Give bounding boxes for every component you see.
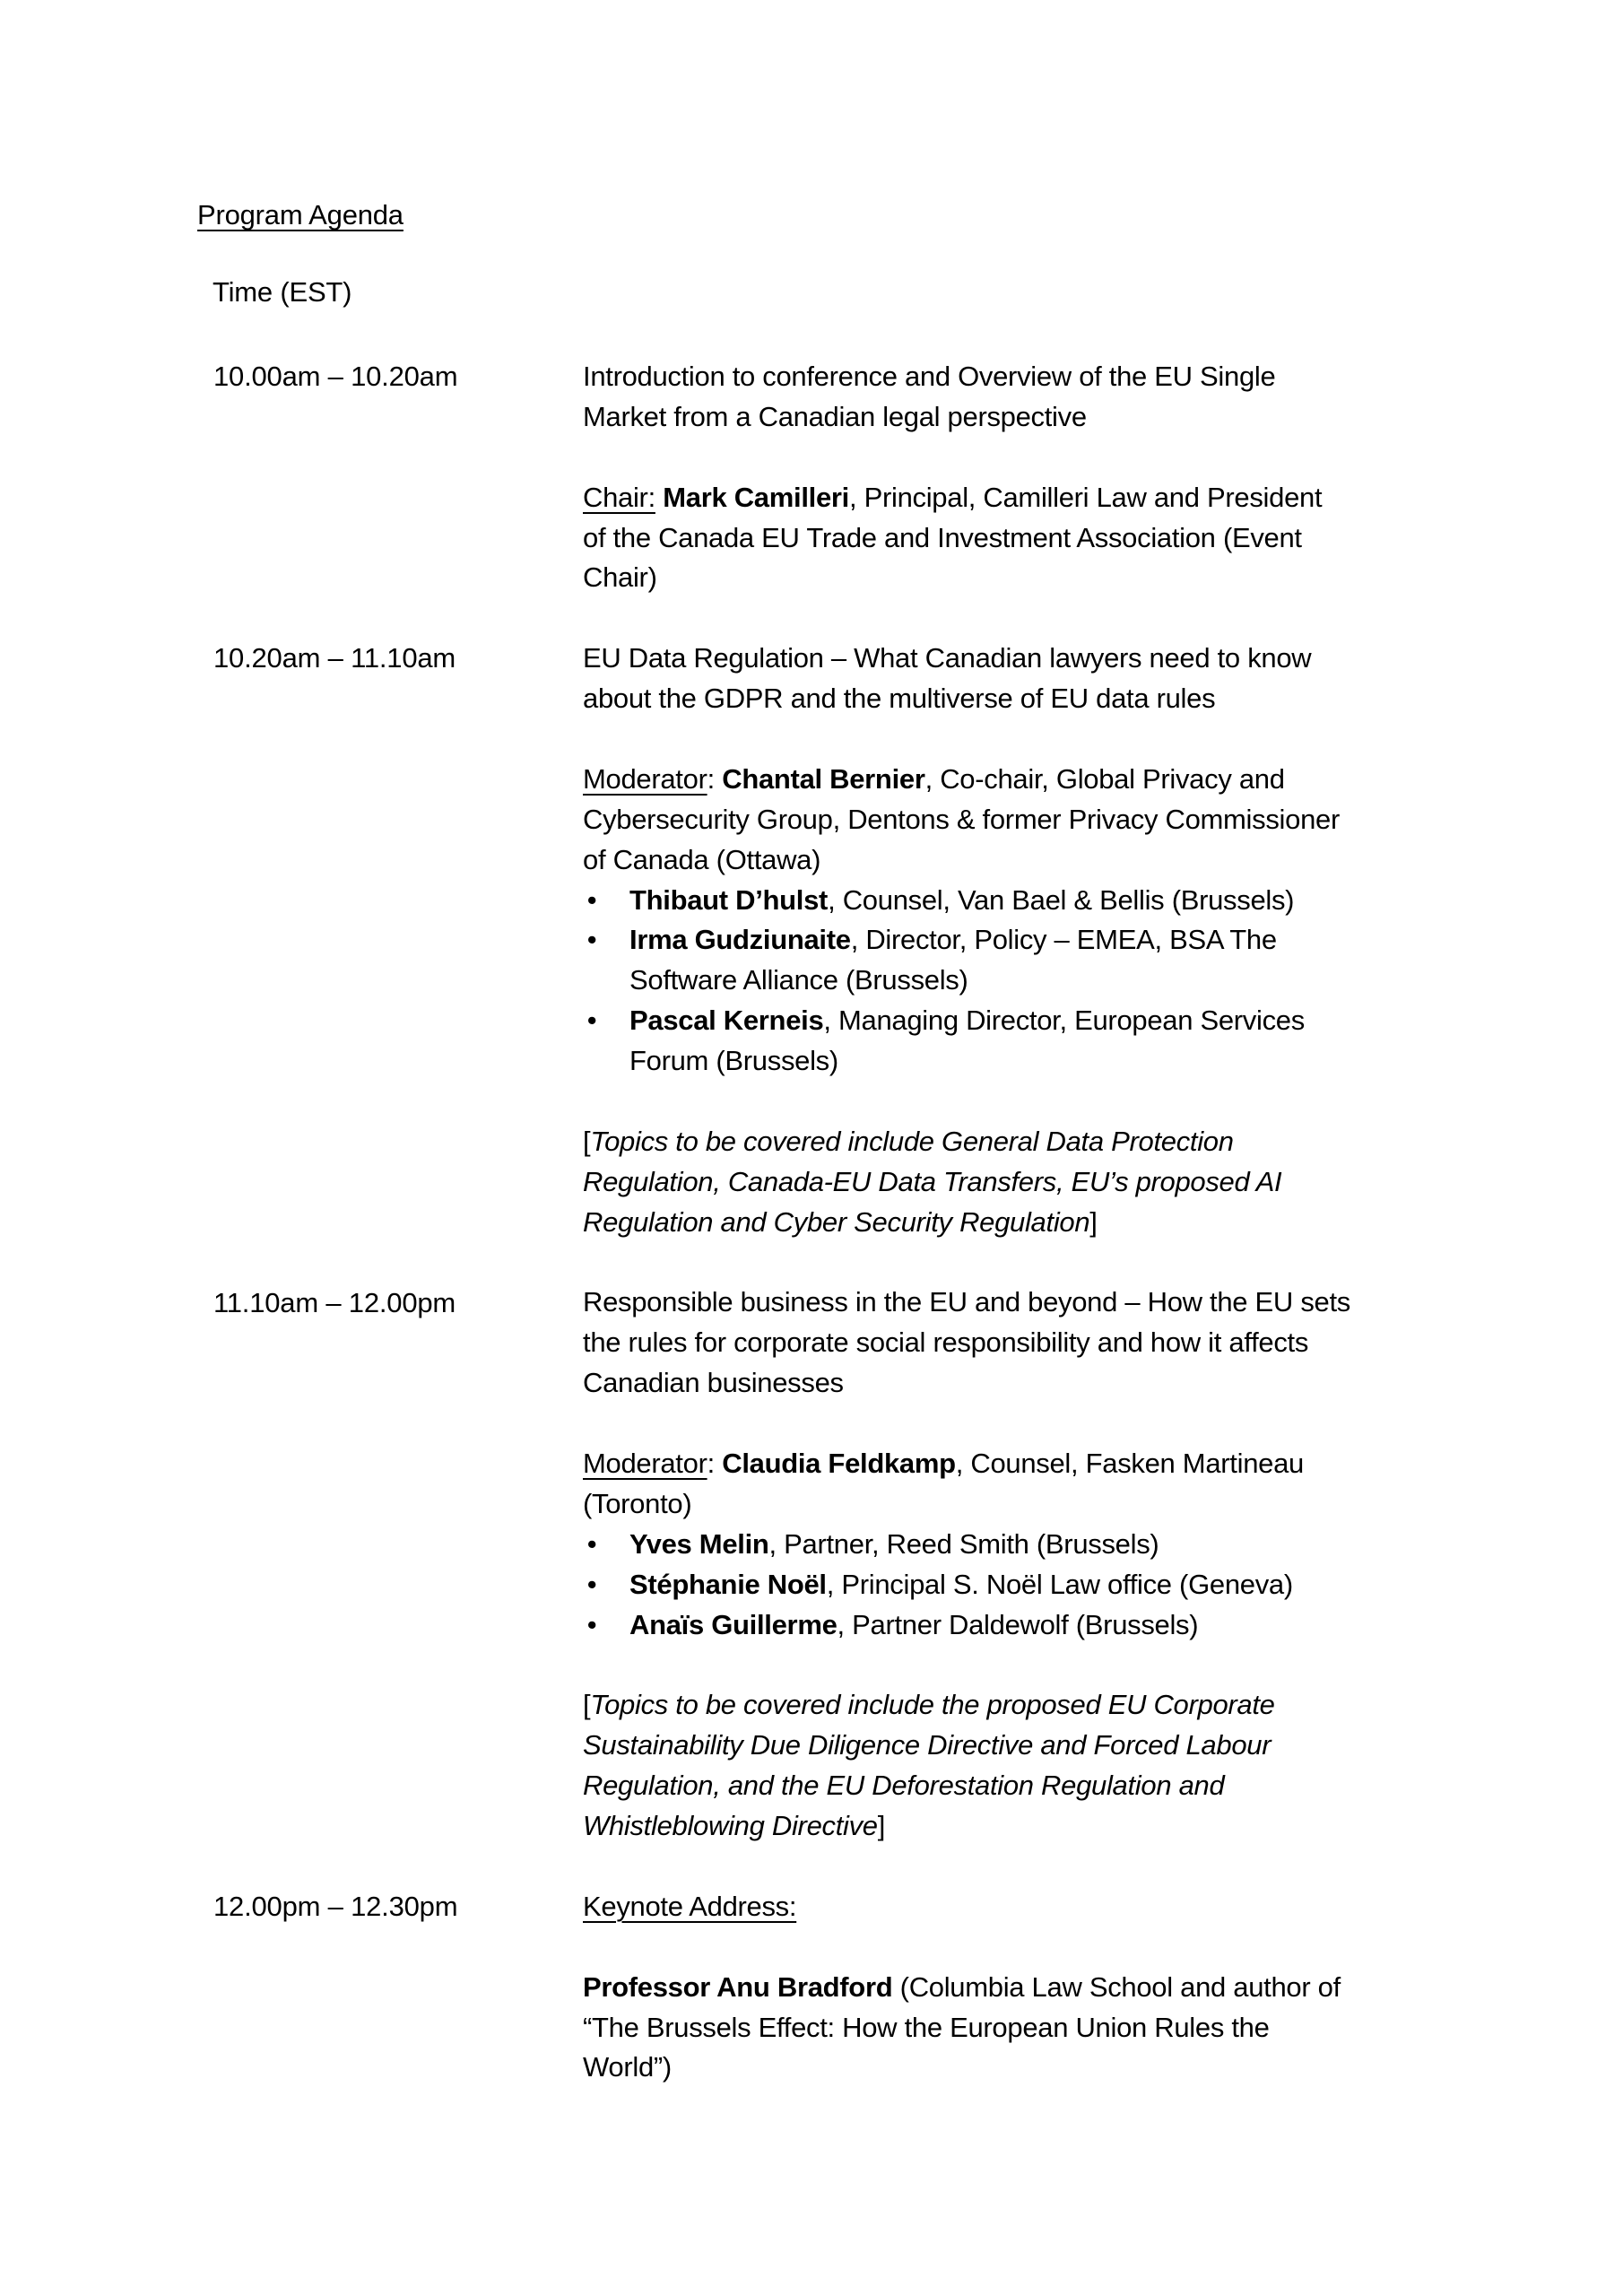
panelist-description: , Partner, Reed Smith (Brussels): [768, 1527, 1159, 1560]
bullet-icon: •: [586, 883, 597, 916]
spacer: [583, 598, 1350, 639]
session-title-line: Responsible business in the EU and beyond – How the EU sets: [583, 1286, 1350, 1318]
spacer: [583, 1927, 1350, 1968]
panelist-description: , Partner Daldewolf (Brussels): [837, 1608, 1199, 1640]
topics-line: [583, 1203, 1350, 1243]
panelist-item: [583, 1001, 1350, 1041]
panelist-item: [583, 1565, 1350, 1605]
keynote-label: Keynote Address:: [583, 1890, 797, 1922]
panelist-description-line: Software Alliance (Brussels): [629, 964, 968, 996]
panelist-item: [583, 881, 1350, 921]
spacer: [583, 1082, 1350, 1122]
moderator-line: [583, 1444, 1350, 1484]
spacer: [583, 1404, 1350, 1444]
session-time: 10.00am – 10.20am: [213, 361, 458, 392]
speaker-description-line: “The Brussels Effect: How the European Union Rules the: [583, 2011, 1270, 2043]
bullet-icon: •: [586, 1608, 597, 1640]
topics-text: Regulation and Cyber Security Regulation: [583, 1205, 1090, 1238]
moderator-name: Chantal Bernier: [722, 762, 925, 795]
time-column-header: Time (EST): [213, 276, 352, 308]
panelist-name: Anaïs Guillerme: [629, 1608, 838, 1640]
topics-line: [583, 1806, 1350, 1847]
bullet-icon: •: [586, 1004, 597, 1037]
topics-text: Topics to be covered include the proposed EU Corporate: [590, 1689, 1275, 1721]
topics-line: [583, 1122, 1350, 1162]
panelist-description-line: Forum (Brussels): [629, 1045, 838, 1077]
moderator-label: Moderator: [583, 762, 707, 795]
moderator-description-line: (Toronto): [583, 1487, 692, 1519]
session-3: [583, 1283, 1350, 1886]
bullet-icon: •: [586, 1568, 597, 1600]
moderator-description-line: Cybersecurity Group, Dentons & former Privacy Commissioner: [583, 803, 1340, 835]
moderator-label: Moderator: [583, 1448, 707, 1480]
chair-line: [583, 478, 1350, 518]
session-4: [583, 1887, 1350, 2088]
moderator-description: , Counsel, Fasken Martineau: [955, 1448, 1304, 1480]
session-title-line: the rules for corporate social responsibility and how it affects: [583, 1326, 1309, 1359]
topics-close-bracket: ]: [877, 1810, 886, 1842]
agenda-content-column: [583, 357, 1350, 2088]
panelist-name: Irma Gudziunaite: [629, 924, 851, 956]
panelist-name: Stéphanie Noël: [629, 1568, 827, 1600]
moderator-colon: :: [707, 1448, 715, 1480]
panelist-description: , Managing Director, European Services: [823, 1004, 1305, 1037]
topics-open-bracket: [: [583, 1689, 591, 1721]
bullet-icon: •: [586, 1527, 597, 1560]
chair-description-line: of the Canada EU Trade and Investment Association (Event: [583, 521, 1302, 553]
moderator-description-line: of Canada (Ottawa): [583, 843, 821, 875]
moderator-description: , Co-chair, Global Privacy and: [924, 762, 1285, 795]
topics-line: Regulation, and the EU Deforestation Regulation and: [583, 1770, 1225, 1802]
speaker-line: [583, 1968, 1350, 2008]
panelist-name: Yves Melin: [629, 1527, 769, 1560]
topics-close-bracket: ]: [1089, 1205, 1098, 1238]
spacer: [583, 719, 1350, 760]
panelist-item: [583, 1525, 1350, 1565]
spacer: [583, 1646, 1350, 1686]
panelist-item: [583, 920, 1350, 961]
panelist-description: , Principal S. Noël Law office (Geneva): [826, 1568, 1293, 1600]
chair-description-line: Chair): [583, 561, 657, 594]
session-title-line: about the GDPR and the multiverse of EU data rules: [583, 683, 1216, 715]
session-title-line: EU Data Regulation – What Canadian lawyers need to know: [583, 642, 1312, 674]
session-1: [583, 357, 1350, 639]
keynote-line: [583, 1887, 1350, 1927]
moderator-name: Claudia Feldkamp: [722, 1448, 956, 1480]
spacer: [583, 1847, 1350, 1887]
session-title-line: Market from a Canadian legal perspective: [583, 400, 1087, 432]
topics-open-bracket: [: [583, 1125, 591, 1157]
panelist-name: Thibaut D’hulst: [629, 883, 829, 916]
session-2: [583, 639, 1350, 1283]
topics-line: [583, 1685, 1350, 1726]
speaker-description: (Columbia Law School and author of: [892, 1970, 1341, 2003]
session-title-line: Introduction to conference and Overview of the EU Single: [583, 361, 1276, 392]
spacer: [583, 438, 1350, 478]
panelist-item: [583, 1605, 1350, 1646]
speaker-name: Professor Anu Bradford: [583, 1970, 893, 2003]
session-time: 10.20am – 11.10am: [213, 642, 456, 674]
spacer: [583, 1243, 1350, 1283]
bullet-icon: •: [586, 924, 597, 956]
moderator-colon: :: [707, 762, 715, 795]
speaker-description-line: World”): [583, 2051, 672, 2083]
topics-line: Sustainability Due Diligence Directive and Forced Labour: [583, 1729, 1271, 1761]
topics-line: Regulation, Canada-EU Data Transfers, EU’s proposed AI: [583, 1165, 1282, 1197]
chair-label: Chair:: [583, 481, 655, 513]
session-title-line: Canadian businesses: [583, 1367, 844, 1399]
page-title: Program Agenda: [197, 199, 404, 230]
panelist-name: Pascal Kerneis: [629, 1004, 824, 1037]
chair-description: , Principal, Camilleri Law and President: [848, 481, 1323, 513]
topics-text: Whistleblowing Directive: [583, 1810, 878, 1842]
topics-text: Topics to be covered include General Data Protection: [590, 1125, 1234, 1157]
moderator-line: [583, 760, 1350, 800]
session-time: 12.00pm – 12.30pm: [213, 1891, 458, 1922]
chair-name: Mark Camilleri: [663, 481, 849, 513]
session-time: 11.10am – 12.00pm: [213, 1287, 456, 1318]
panelist-description: , Counsel, Van Bael & Bellis (Brussels): [828, 883, 1295, 916]
panelist-description: , Director, Policy – EMEA, BSA The: [850, 924, 1277, 956]
